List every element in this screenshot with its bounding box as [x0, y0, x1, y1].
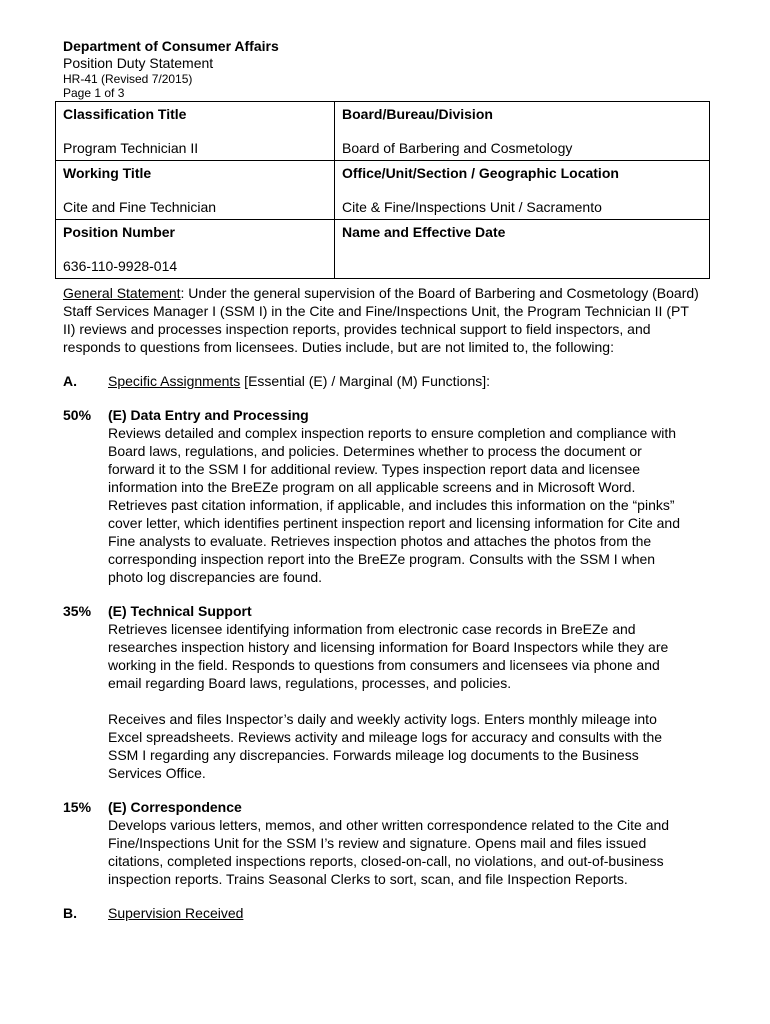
section-b [63, 904, 703, 922]
duty-text: Retrieves licensee identifying information from electronic case records in BreEZe and researches inspection history and licensing information for Board Inspectors while they are working in the field. Responds to questions from consumers and licensees via phone and email regarding Board laws, regulations, processes, and policies. [108, 621, 669, 691]
board-cell [335, 102, 710, 161]
duty-text: Reviews detailed and complex inspection reports to ensure completion and compliance with Board laws, regulations, and policies. Determines whether to process the document or forward it to the SSM I for additional review. Types inspection report data and licensee information into the BreEZe program on all applicable screens and in Microsoft Word. Retrieves past citation information, if applicable, and includes this information on the “pinks” cover letter, which identifies pertinent inspection report and licensing information for Cite and Fine analysts to evaluate. Retrieves inspection photos and attaches the photos from the corresponding inspection report into the BreEZe program. Consults with the SSM I when photo log discrepancies are found. [108, 425, 680, 585]
duty-title: (E) Data Entry and Processing [108, 407, 309, 423]
working-title-cell [56, 161, 335, 220]
duty-item [63, 798, 703, 888]
office-value: Cite & Fine/Inspections Unit / Sacramento [342, 199, 602, 215]
duty-percent: 35% [63, 603, 92, 619]
page-indicator: Page 1 of 3 [63, 86, 125, 100]
board-label: Board/Bureau/Division [342, 106, 493, 122]
duty-text: Develops various letters, memos, and other written correspondence related to the Cite and Fine/Inspections Unit for the SSM I’s review and signature. Opens mail and files issued citations, completed inspections reports, closed-on-call, no violations, and out-of-business inspection reports. Trains Seasonal Clerks to sort, scan, and file Inspection Reports. [108, 817, 670, 887]
document-body [63, 284, 703, 938]
section-a-suffix: [Essential (E) / Marginal (M) Functions]: [240, 373, 491, 389]
board-value: Board of Barbering and Cosmetology [342, 140, 573, 156]
duty-title: (E) Correspondence [108, 799, 242, 815]
duty-percent: 50% [63, 407, 92, 423]
working-title-value: Cite and Fine Technician [63, 199, 217, 215]
position-info-table [55, 101, 710, 279]
duty-text-secondary: Receives and files Inspector’s daily and weekly activity logs. Enters monthly mileage into Excel spreadsheets. Reviews activity and mileage logs for accuracy and consults with the SSM I regarding any discrepancies. Forwards mileage log documents to the Business Services Office. [108, 711, 663, 781]
position-number-cell [56, 220, 335, 279]
general-statement [63, 284, 703, 356]
form-number: HR-41 (Revised 7/2015) [63, 72, 193, 86]
duty-title: (E) Technical Support [108, 603, 252, 619]
classification-title-value: Program Technician II [63, 140, 199, 156]
name-date-label: Name and Effective Date [342, 224, 506, 240]
section-a-heading: Specific Assignments [108, 373, 241, 389]
duty-item [63, 602, 703, 782]
section-b-heading: Supervision Received [108, 905, 244, 921]
position-number-label: Position Number [63, 224, 176, 240]
document-title: Position Duty Statement [63, 55, 214, 71]
duty-percent: 15% [63, 799, 92, 815]
classification-title-cell [56, 102, 335, 161]
duty-item [63, 406, 703, 586]
section-a [63, 372, 703, 390]
section-a-letter: A. [63, 373, 77, 389]
office-cell [335, 161, 710, 220]
working-title-label: Working Title [63, 165, 152, 181]
general-statement-heading: General Statement [63, 285, 181, 301]
office-label: Office/Unit/Section / Geographic Location [342, 165, 619, 181]
department-name: Department of Consumer Affairs [63, 38, 279, 54]
section-b-letter: B. [63, 905, 77, 921]
general-statement-text: : Under the general supervision of the Board of Barbering and Cosmetology (Board) Staff Services Manager I (SSM I) in the Cite and Fine/Inspections Unit, the Program Technician II (PT II) reviews and processes inspection reports, provides technical support to field inspectors, and responds to questions from licensees. Duties include, but are not limited to, the following: [63, 285, 699, 355]
classification-title-label: Classification Title [63, 106, 187, 122]
position-number-value: 636-110-9928-014 [63, 258, 178, 274]
name-date-cell [335, 220, 710, 279]
document-header [63, 38, 279, 100]
